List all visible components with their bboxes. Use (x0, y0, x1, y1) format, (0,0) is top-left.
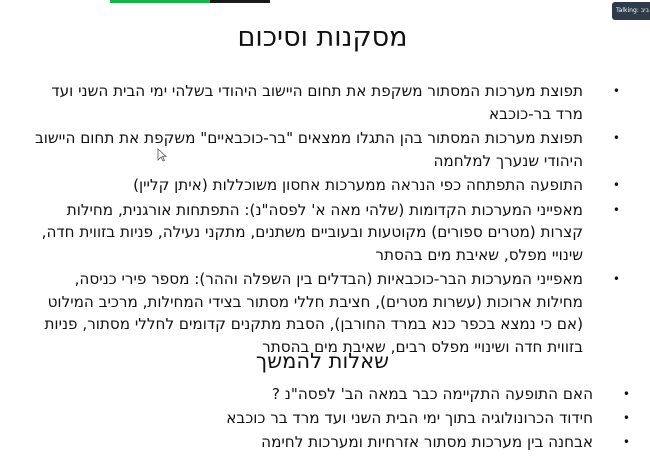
list-item (28, 80, 620, 125)
questions-list (70, 382, 630, 454)
slide-title: מסקנות וסיכום (237, 22, 408, 53)
list-item (70, 382, 630, 406)
bullet-icon: • (622, 387, 630, 401)
list-item (28, 127, 620, 172)
list-item-text: תפוצת מערכות המסתור בהן התגלו ממצאים "בר-כוכבאיים" משקפת את תחום היישוב היהודי שנערך למלחמה (34, 129, 583, 170)
bullet-icon: • (612, 178, 620, 192)
list-item-text: מאפייני המערכות הבר-כוכבאיות (הבדלים בין השפלה וההר): מספר פירי כניסה, מחילות ארוכות (עשרות מטרים), חציבת חללי מסתור בצידי המחילות, מרכיב המילוט (אם כי נמצא בכפר כנא במרד החורבן), הסבת מתקנים קדומים לחללי מסתור, פניות בזווית חדה ושינויי מפלס רבים, שאיבת מים בהסתר (44, 270, 583, 356)
speaker-indicator (110, 0, 210, 3)
bullet-icon: • (612, 272, 620, 286)
slide-subtitle: שאלות להמשך (255, 349, 390, 373)
list-item-text: מאפייני המערכות הקדומות (שלהי מאה א' לפסה"נ): התפתחות אורגנית, מחילות קצרות (מטרים ספורים) מקוטעות ובעוביים משתנים, מתקני נעילה, פניות בזווית חדה, שינויי מפלס, שאיבת מים בהסתר (41, 200, 583, 264)
list-item (70, 406, 630, 430)
list-item-text: האם התופעה התקיימה כבר במאה הב' לפסה"נ ? (271, 385, 593, 403)
meeting-progress-bar (110, 0, 270, 3)
bullet-icon: • (612, 202, 620, 217)
mouse-cursor-icon (157, 148, 167, 162)
list-item (70, 430, 630, 454)
conclusions-list (28, 80, 620, 360)
list-item-text: תפוצת מערכות המסתור משקפת את תחום היישוב היהודי בשלהי ימי הבית השני ועד מרד בר-כוכבא (51, 82, 583, 123)
list-item (28, 174, 620, 197)
list-item-text: אבחנה בין מערכות מסתור אזרחיות ומערכות לחימה (261, 433, 593, 451)
list-item (28, 268, 620, 358)
bullet-icon: • (612, 84, 620, 98)
bullet-icon: • (612, 131, 620, 145)
list-item (28, 199, 620, 267)
bullet-icon: • (622, 411, 630, 425)
list-item-text: חידוד הכרונולוגיה בתוך ימי הבית השני ועד מרד בר כוכבא (226, 409, 593, 427)
talking-indicator: Talking: ביב (612, 2, 650, 20)
list-item-text: התופעה התפתחה כפי הנראה ממערכות אחסון משוכללות (איתן קליין) (133, 176, 583, 194)
bullet-icon: • (622, 435, 630, 449)
